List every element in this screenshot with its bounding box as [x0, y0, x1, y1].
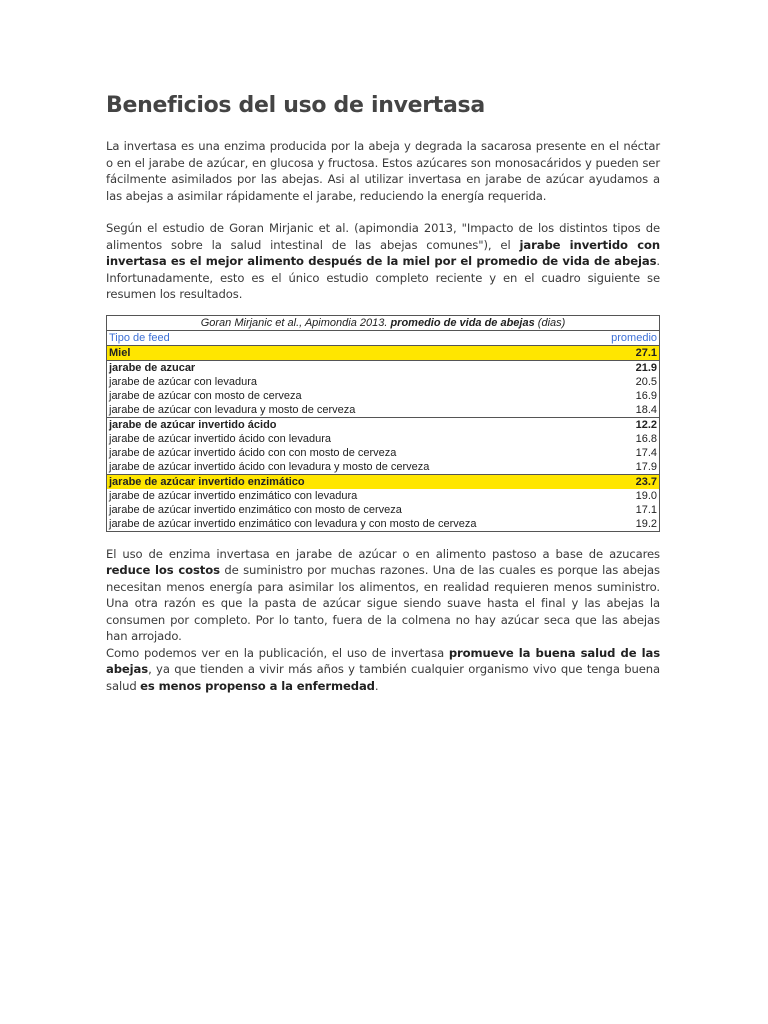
- table-caption: Goran Mirjanic et al., Apimondia 2013. promedio de vida de abejas (dias): [107, 316, 659, 331]
- intro-paragraph: La invertasa es una enzima producida por la abeja y degrada la sacarosa presente en el néctar o en el jarabe de azúcar, en glucosa y fructosa. Estos azúcares son monosacáridos y pueden ser fácilmente asimilados por las abejas. Asi al utilizar invertasa en jarabe de azúcar ayudamos a las abejas a asimilar rápidamente el jarabe, reduciendo la energía requerida.: [106, 139, 660, 203]
- feed-type-cell: jarabe de azúcar con levadura y mosto de cerveza: [109, 403, 356, 416]
- table-row: [107, 345, 659, 360]
- table-row: [107, 489, 659, 503]
- average-value-cell: 20.5: [635, 375, 657, 388]
- average-value-cell: 18.4: [635, 403, 657, 416]
- average-value-cell: 17.1: [635, 503, 657, 516]
- average-value-cell: 17.9: [635, 460, 657, 473]
- results-table: [106, 315, 660, 532]
- feed-type-cell: jarabe de azúcar invertido ácido con con mosto de cerveza: [109, 446, 397, 459]
- average-value-cell: 16.8: [635, 432, 657, 445]
- average-value-cell: 19.0: [635, 489, 657, 502]
- feed-type-cell: jarabe de azúcar invertido enzimático con levadura: [109, 489, 358, 502]
- feed-type-cell: jarabe de azúcar invertido ácido: [107, 417, 595, 432]
- average-value-cell: 21.9: [595, 360, 659, 375]
- page-title: Beneficios del uso de invertasa: [106, 93, 485, 118]
- feed-type-cell: jarabe de azúcar con levadura: [109, 375, 257, 388]
- table-row: [107, 403, 659, 418]
- header-feed: Tipo de feed: [107, 330, 595, 345]
- average-value-cell: 16.9: [635, 389, 657, 402]
- average-value-cell: 23.7: [595, 474, 659, 489]
- table-row: [107, 389, 659, 403]
- table-row: [107, 417, 659, 432]
- table-row: [107, 375, 659, 389]
- document-page: [106, 92, 660, 694]
- average-value-cell: 19.2: [635, 517, 657, 530]
- average-value-cell: 17.4: [635, 446, 657, 459]
- costs-paragraph: El uso de enzima invertasa en jarabe de azúcar o en alimento pastoso a base de azucares reduce los costos de suministro por muchas razones. Una de las cuales es porque las abejas necesitan menos energía para asimilar los alimentos, en realidad requieren menos suministro. Una otra razón es que la pasta de azúcar sigue siendo suave hasta el final y las abejas la consumen por completo. Por lo tanto, fuera de la colmena no hay azúcar seca que las abejas han arrojado.: [106, 546, 661, 643]
- study-paragraph: Según el estudio de Goran Mirjanic et al. (apimondia 2013, "Impacto de los distintos tipos de alimentos sobre la salud intestinal de las abejas comunes"), el jarabe invertido con invertasa es el mejor alimento después de la miel por el promedio de vida de abejas. Infortunadamente, esto es el único estudio completo reciente y en el cuadro siguiente se resumen los resultados.: [106, 221, 660, 301]
- table-row: [107, 432, 659, 446]
- average-value-cell: 12.2: [595, 417, 659, 432]
- table-row: [107, 503, 659, 517]
- table-header-row: [107, 330, 659, 345]
- table-row: [107, 446, 659, 460]
- table-row: [107, 460, 659, 475]
- feed-type-cell: jarabe de azúcar con mosto de cerveza: [109, 389, 302, 402]
- conclusion-paragraph: Como podemos ver en la publicación, el uso de invertasa promueve la buena salud de las abejas, ya que tienden a vivir más años y también cualquier organismo vivo que tenga buena salud es menos propenso a la enfermedad.: [106, 645, 661, 693]
- feed-type-cell: jarabe de azúcar invertido enzimático: [107, 474, 595, 489]
- feed-type-cell: jarabe de azúcar invertido enzimático con mosto de cerveza: [109, 503, 402, 516]
- feed-type-cell: Miel: [107, 345, 595, 360]
- header-average: promedio: [595, 330, 659, 345]
- feed-type-cell: jarabe de azúcar invertido ácido con levadura: [109, 432, 331, 445]
- table-row: [107, 517, 659, 531]
- table-row: [107, 360, 659, 375]
- average-value-cell: 27.1: [595, 345, 659, 360]
- feed-type-cell: jarabe de azúcar invertido enzimático con levadura y con mosto de cerveza: [109, 517, 477, 530]
- feed-type-cell: jarabe de azucar: [107, 360, 595, 375]
- table-row: [107, 474, 659, 489]
- feed-type-cell: jarabe de azúcar invertido ácido con levadura y mosto de cerveza: [109, 460, 430, 473]
